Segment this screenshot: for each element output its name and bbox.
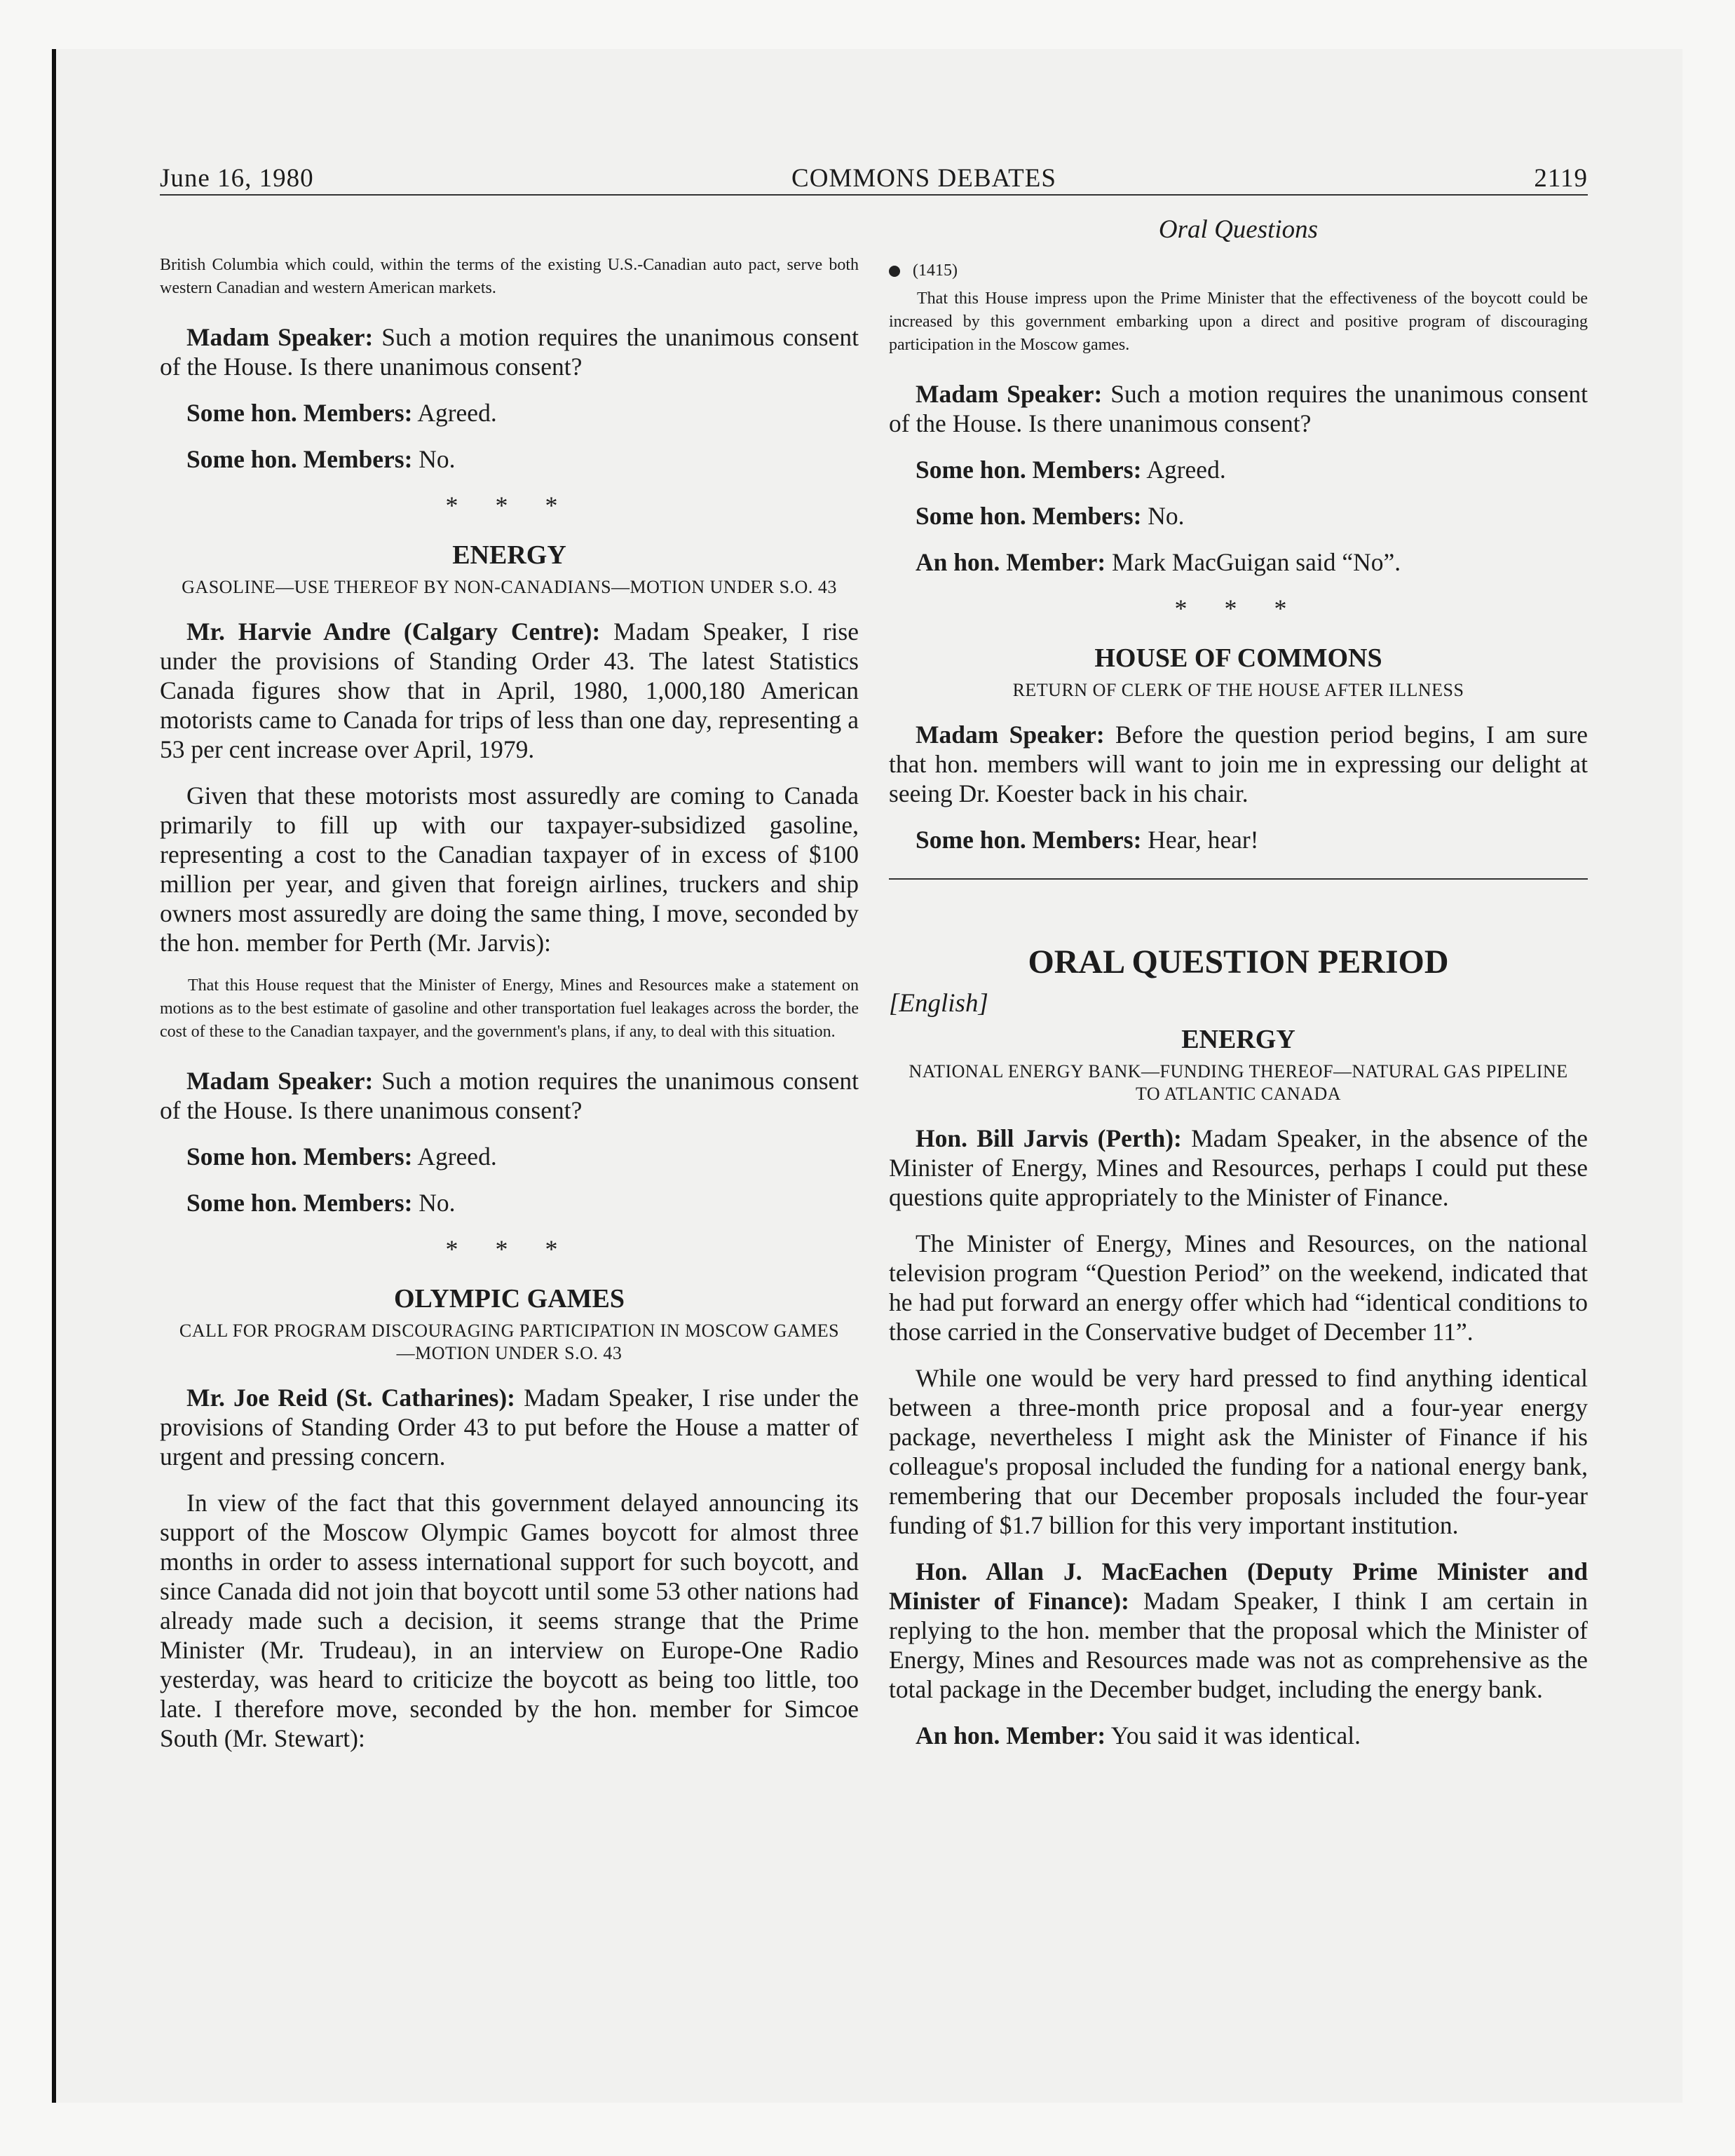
- page-header: [160, 160, 1588, 193]
- speech-text: You said it was identical.: [1110, 1721, 1361, 1749]
- speech-text: Madam Speaker, I rise under the provisions of Standing Order 43 to put before the House a matter of urgent and pressing concern.: [160, 1384, 859, 1471]
- speech-text: Madam Speaker, I think I am certain in replying to the hon. member that the proposal which the Minister of Energy, Mines and Resources made was not as comprehensive as the total package in the December budget, including the energy bank.: [889, 1587, 1588, 1703]
- time-stamp-text: (1415): [913, 261, 958, 280]
- bullet-icon: [889, 266, 900, 277]
- speech: [160, 322, 859, 381]
- speech: [889, 455, 1588, 484]
- speech: [160, 1142, 859, 1171]
- speaker-name: Madam Speaker:: [186, 1067, 374, 1095]
- speech-text: Agreed.: [1146, 456, 1226, 484]
- section-subheading: CALL FOR PROGRAM DISCOURAGING PARTICIPATION IN MOSCOW GAMES—MOTION UNDER S.O. 43: [179, 1321, 840, 1363]
- speech: [160, 1383, 859, 1471]
- section-heading: OLYMPIC GAMES: [393, 1284, 625, 1314]
- speech: [889, 720, 1588, 808]
- speaker-name: Madam Speaker:: [186, 323, 374, 351]
- section-subheading: RETURN OF CLERK OF THE HOUSE AFTER ILLNESS: [1012, 680, 1464, 700]
- speaker-name: Hon. Bill Jarvis (Perth):: [916, 1124, 1182, 1152]
- running-head: Oral Questions: [1158, 215, 1319, 244]
- speech: [160, 398, 859, 428]
- speaker-name: Some hon. Members:: [916, 502, 1142, 530]
- speaker-name: Madam Speaker:: [916, 721, 1105, 749]
- speech-paragraph: The Minister of Energy, Mines and Resources, on the national television program “Question Period” on the weekend, indicated that he had put forward an energy offer which had “identical conditions to those carried in the Conservative budget of December 11”.: [889, 1229, 1588, 1346]
- speech: [160, 444, 859, 474]
- motion-text: That this House request that the Minister of Energy, Mines and Resources make a statement on motions as to the best estimate of gasoline and other transportation fuel leakages across the border, the cost of these to the Canadian taxpayer, and the government's plans, if any, to deal with this situation.: [160, 976, 859, 1041]
- section-separator: * * *: [445, 491, 573, 519]
- speech-paragraph: In view of the fact that this government delayed announcing its support of the Moscow Olympic Games boycott for almost three months in order to assess international support for such boycott, and since Canada did not join that boycott until some 53 other nations had already made such a decision, it seems strange that the Prime Minister (Mr. Trudeau), in an interview on Europe-One Radio yesterday, was heard to criticize the boycott as being too little, too late. I therefore move, seconded by the hon. member for Simcoe South (Mr. Stewart):: [160, 1489, 859, 1752]
- time-stamp: [889, 261, 1588, 280]
- speech: [889, 1557, 1588, 1704]
- header-rule: [160, 194, 1588, 196]
- speaker-name: Some hon. Members:: [186, 1142, 413, 1171]
- section-subheading: GASOLINE—USE THEREOF BY NON-CANADIANS—MOTION UNDER S.O. 43: [182, 577, 837, 597]
- speaker-name: An hon. Member:: [916, 1721, 1106, 1749]
- motion-text: That this House impress upon the Prime Minister that the effectiveness of the boycott could be increased by this government embarking upon a direct and positive program of discouraging participation in the Moscow games.: [889, 289, 1588, 354]
- speech: [889, 1124, 1588, 1212]
- speech-text: No.: [419, 1189, 456, 1217]
- speech-text: Agreed.: [417, 1142, 497, 1171]
- header-title: COMMONS DEBATES: [791, 164, 1056, 193]
- speaker-name: Some hon. Members:: [916, 456, 1142, 484]
- section-heading: HOUSE OF COMMONS: [1094, 643, 1382, 673]
- speech-text: Hear, hear!: [1148, 826, 1259, 854]
- speech-text: Such a motion requires the unanimous consent of the House. Is there unanimous consent?: [160, 323, 859, 381]
- speech-text: No.: [1148, 502, 1185, 530]
- page-number: 2119: [1534, 164, 1588, 193]
- speech-text: Mark MacGuigan said “No”.: [1112, 548, 1401, 576]
- speaker-name: Mr. Harvie Andre (Calgary Centre):: [186, 618, 601, 646]
- section-heading: ENERGY: [1181, 1025, 1295, 1054]
- speech-text: No.: [419, 445, 456, 473]
- speaker-name: An hon. Member:: [916, 548, 1106, 576]
- speech: [889, 379, 1588, 438]
- right-column: [889, 210, 1588, 1767]
- section-divider: [889, 878, 1588, 880]
- speech: [889, 1721, 1588, 1750]
- speech-paragraph: Given that these motorists most assuredly are coming to Canada primarily to fill up with our taxpayer-subsidized gasoline, representing a cost to the Canadian taxpayer of in excess of $100 million per year, and given that foreign airlines, truckers and ship owners most assuredly are doing the same thing, I move, seconded by the hon. member for Perth (Mr. Jarvis):: [160, 782, 859, 957]
- speech: [889, 547, 1588, 577]
- header-date: June 16, 1980: [160, 164, 314, 193]
- speaker-name: Madam Speaker:: [916, 380, 1103, 408]
- speech-text: Madam Speaker, I rise under the provisions of Standing Order 43. The latest Statistics Canada figures show that in April, 1980, 1,000,180 American motorists came to Canada for trips of less than one day, representing a 53 per cent increase over April, 1979.: [160, 618, 859, 763]
- speech-text: Before the question period begins, I am sure that hon. members will want to join me in expressing our delight at seeing Dr. Koester back in his chair.: [889, 721, 1588, 807]
- speaker-name: Some hon. Members:: [186, 1189, 413, 1217]
- continued-paragraph: British Columbia which could, within the terms of the existing U.S.-Canadian auto pact, serve both western Canadian and western American markets.: [160, 256, 859, 297]
- speech: [160, 617, 859, 764]
- speaker-name: Hon. Allan J. MacEachen (Deputy Prime Minister and Minister of Finance):: [889, 1557, 1588, 1615]
- speaker-name: Some hon. Members:: [186, 399, 413, 427]
- speech-text: Madam Speaker, in the absence of the Minister of Energy, Mines and Resources, perhaps I could put these questions quite appropriately to the Minister of Finance.: [889, 1124, 1588, 1211]
- speech: [889, 501, 1588, 531]
- speech: [160, 1066, 859, 1125]
- section-heading: ENERGY: [452, 540, 566, 570]
- speech-text: Such a motion requires the unanimous consent of the House. Is there unanimous consent?: [160, 1067, 859, 1124]
- section-separator: * * *: [445, 1235, 573, 1263]
- left-column: [160, 210, 859, 1770]
- major-heading: ORAL QUESTION PERIOD: [1028, 943, 1449, 981]
- speech-text: Such a motion requires the unanimous consent of the House. Is there unanimous consent?: [889, 380, 1588, 437]
- speech: [160, 1188, 859, 1217]
- section-separator: * * *: [1174, 594, 1302, 622]
- section-subheading: NATIONAL ENERGY BANK—FUNDING THEREOF—NATURAL GAS PIPELINE TO ATLANTIC CANADA: [909, 1061, 1568, 1104]
- speech: [889, 825, 1588, 854]
- speaker-name: Mr. Joe Reid (St. Catharines):: [186, 1384, 515, 1412]
- speaker-name: Some hon. Members:: [916, 826, 1142, 854]
- speech-paragraph: While one would be very hard pressed to find anything identical between a three-month price proposal and a four-year energy package, nevertheless I might ask the Minister of Finance if his colleague's proposal included the funding for a national energy bank, remembering that our December proposals included the four-year funding of $1.7 billion for this very important institution.: [889, 1364, 1588, 1539]
- speaker-name: Some hon. Members:: [186, 445, 413, 473]
- language-marker: [English]: [889, 989, 988, 1018]
- speech-text: Agreed.: [417, 399, 497, 427]
